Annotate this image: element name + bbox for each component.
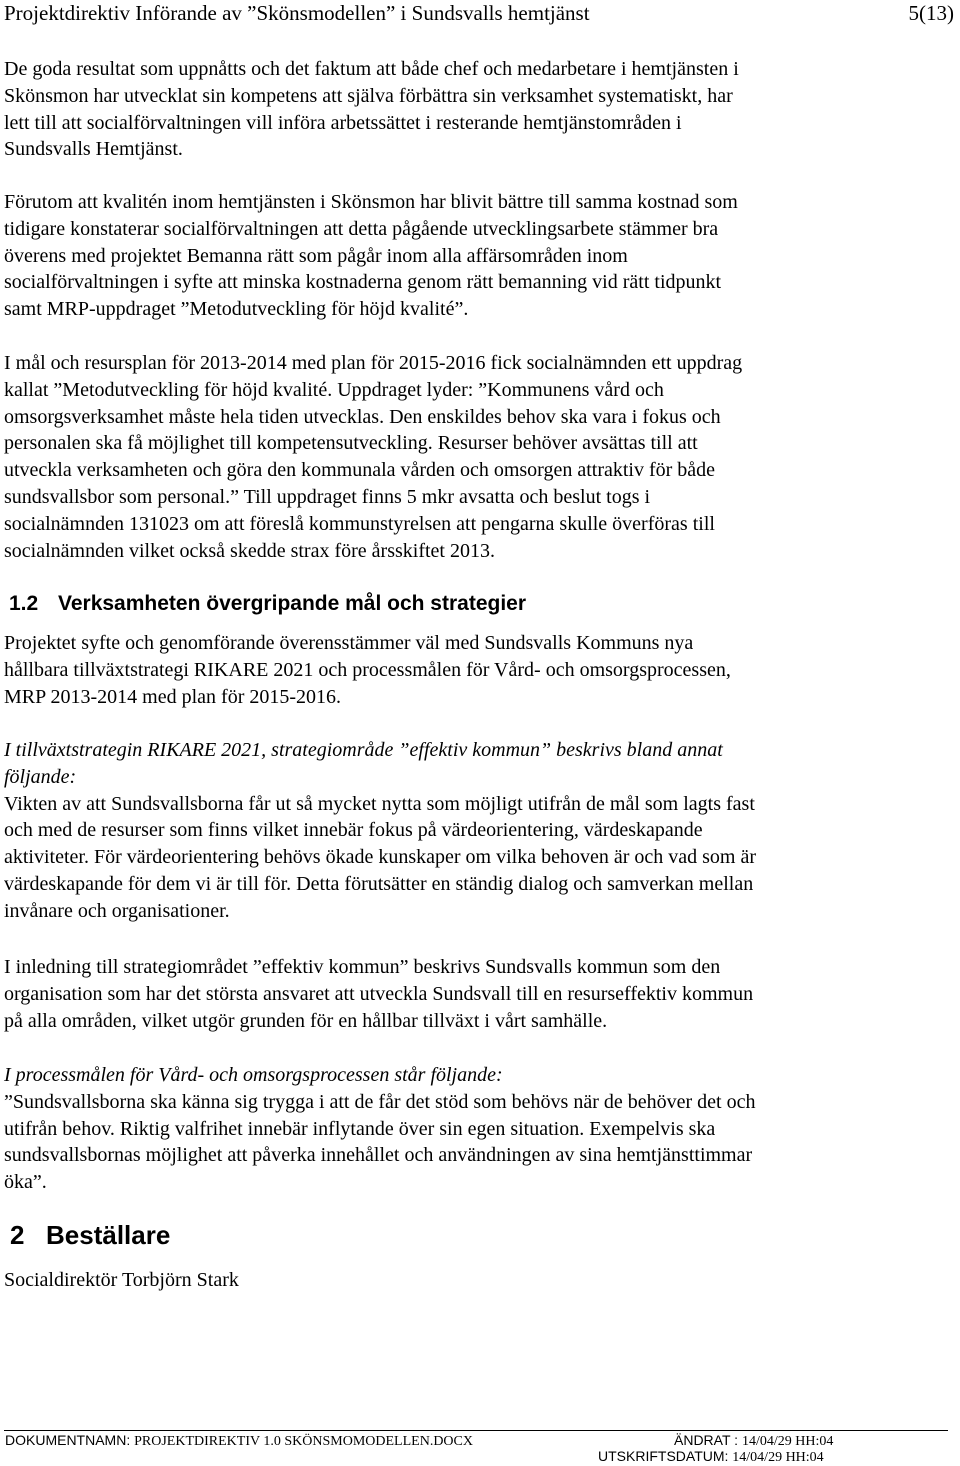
text-line: utifrån behov. Riktig valfrihet innebär inflytande över sin egen situation. Exempelvis ska bbox=[4, 1117, 716, 1140]
text-line: överens med projektet Bemanna rätt som pågår inom alla affärsområden inom bbox=[4, 244, 628, 267]
text-line: Socialdirektör Torbjörn Stark bbox=[4, 1269, 239, 1291]
text-line: De goda resultat som uppnåtts och det faktum att både chef och medarbetare i hemtjänsten i bbox=[4, 58, 739, 80]
text-line: sundsvallsbornas möjlighet att påverka innehållet och användningen av sina hemtjänsttimmar bbox=[4, 1144, 753, 1167]
footer-value: 14/04/29 HH:04 bbox=[732, 1450, 824, 1465]
text-line: samt MRP-uppdraget ”Metodutveckling för höjd kvalité”. bbox=[4, 298, 469, 321]
text-line: I inledning till strategiområdet ”effektiv kommun” beskrivs Sundsvalls kommun som den bbox=[4, 956, 721, 978]
text-line: kallat ”Metodutveckling för höjd kvalité. Uppdraget lyder: ”Kommunens vård och bbox=[4, 378, 664, 401]
text-line: utveckla verksamheten och göra den kommunala vården och omsorgen attraktiv för både bbox=[4, 459, 716, 482]
paragraph-2 bbox=[4, 189, 956, 323]
text-line: lett till att socialförvaltningen vill införa arbetssättet i resterande hemtjänstområden i bbox=[4, 111, 682, 134]
text-line: ”Sundsvallsborna ska känna sig trygga i att de får det stöd som behövs när de behöver det och bbox=[4, 1090, 756, 1113]
text-line: Sundsvalls Hemtjänst. bbox=[4, 138, 183, 161]
italic-line: I tillväxtstrategin RIKARE 2021, strategiområde ”effektiv kommun” beskrivs bland annat bbox=[4, 739, 723, 761]
section-number: 1.2 bbox=[9, 592, 39, 615]
footer-divider bbox=[4, 1430, 948, 1431]
page-number: 5(13) bbox=[908, 1, 954, 25]
text-line: I mål och resursplan för 2013-2014 med plan för 2015-2016 fick socialnämnden ett uppdrag bbox=[4, 352, 743, 374]
text-line: och med de resurser som finns vilket innebär fokus på värdeorientering, värdeskapande bbox=[4, 819, 703, 842]
text-line: Förutom att kvalitén inom hemtjänsten i Skönsmon har blivit bättre till samma kostnad som bbox=[4, 191, 738, 213]
text-line: personalen ska få möjlighet till kompetensutveckling. Resurser behöver avsättas till att bbox=[4, 432, 698, 455]
text-line: öka”. bbox=[4, 1171, 47, 1194]
italic-line: I processmålen för Vård- och omsorgsprocessen står följande: bbox=[4, 1064, 503, 1086]
text-line: värdeskapande för dem vi är till för. Detta förutsätter en ständig dialog och samverkan mellan bbox=[4, 872, 754, 895]
paragraph-8 bbox=[4, 1267, 956, 1294]
text-line: tidigare konstaterar socialförvaltningen att detta pågående utvecklingsarbete stämmer bra bbox=[4, 217, 719, 240]
text-line: socialförvaltningen i syfte att minska kostnaderna genom rätt bemanning vid rätt tidpunkt bbox=[4, 271, 722, 294]
italic-line: följande: bbox=[4, 765, 77, 788]
header-title: Projektdirektiv Införande av ”Skönsmodellen” i Sundsvalls hemtjänst bbox=[4, 1, 590, 25]
text-line: hållbara tillväxtstrategi RIKARE 2021 och processmålen för Vård- och omsorgsprocessen, bbox=[4, 658, 731, 681]
text-line: organisation som har det största ansvaret att utveckla Sundsvall till en resurseffektiv kommun bbox=[4, 982, 754, 1005]
paragraph-7 bbox=[4, 1062, 956, 1196]
text-line: omsorgsverksamhet måste hela tiden utvecklas. Den enskildes behov ska vara i fokus och bbox=[4, 405, 721, 428]
footer-print-date bbox=[598, 1448, 824, 1466]
paragraph-1 bbox=[4, 56, 956, 163]
text-line: MRP 2013-2014 med plan för 2015-2016. bbox=[4, 685, 342, 708]
paragraph-3 bbox=[4, 350, 956, 564]
section-heading-1-2 bbox=[9, 591, 526, 617]
footer-label: UTSKRIFTSDATUM: bbox=[598, 1448, 733, 1464]
text-line: invånare och organisationer. bbox=[4, 899, 230, 922]
text-line: sundsvallsbor som personal.” Till uppdraget finns 5 mkr avsatta och beslut togs i bbox=[4, 485, 651, 508]
section-title: Verksamheten övergripande mål och strategier bbox=[58, 592, 527, 615]
text-line: socialnämnden 131023 om att föreslå kommunstyrelsen att pengarna skulle överföras till bbox=[4, 512, 715, 535]
text-line: på alla områden, vilket utgör grunden för en hållbar tillväxt i vårt samhälle. bbox=[4, 1009, 608, 1032]
footer-document-name bbox=[5, 1432, 473, 1450]
section-heading-2 bbox=[10, 1219, 170, 1251]
text-line: socialnämnden vilket också skedde strax före årsskiftet 2013. bbox=[4, 539, 495, 562]
footer-value: 14/04/29 HH:04 bbox=[741, 1434, 834, 1449]
text-line: aktiviteter. För värdeorientering behövs ökade kunskaper om vilka behoven är och vad som är bbox=[4, 846, 756, 869]
section-title: Beställare bbox=[46, 1220, 171, 1250]
footer-value: PROJEKTDIREKTIV 1.0 SKÖNSMOMODELLEN.DOCX bbox=[134, 1434, 473, 1449]
section-number: 2 bbox=[10, 1220, 25, 1250]
text-line: Skönsmon har utvecklat sin kompetens att själva förbättra sin verksamhet systematiskt, har bbox=[4, 84, 733, 107]
text-line: Projektet syfte och genomförande överensstämmer väl med Sundsvalls Kommuns nya bbox=[4, 632, 694, 654]
paragraph-5 bbox=[4, 737, 956, 925]
paragraph-6 bbox=[4, 954, 956, 1034]
paragraph-4 bbox=[4, 630, 956, 710]
footer-label: DOKUMENTNAMN: bbox=[5, 1432, 135, 1448]
text-line: Vikten av att Sundsvallsborna får ut så mycket nytta som möjligt utifrån de mål som lagts fast bbox=[4, 792, 755, 815]
footer-label: ÄNDRAT : bbox=[674, 1432, 742, 1448]
